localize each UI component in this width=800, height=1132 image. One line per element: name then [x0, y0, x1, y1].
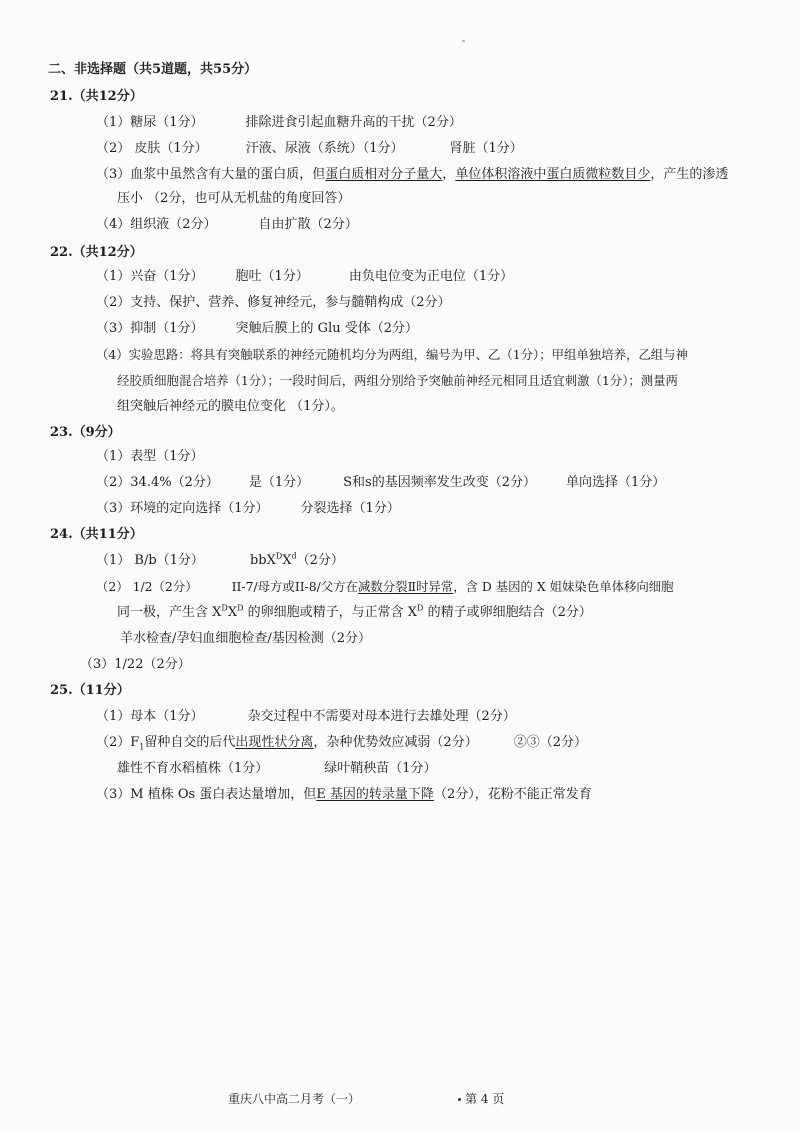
q24-l2-sup3: D: [417, 603, 424, 613]
q24-part3: （3）1/22（2分）: [80, 657, 191, 672]
q21-part1: [96, 114, 462, 132]
q24-l2-mid: X: [227, 605, 238, 620]
q23-part2: [96, 474, 665, 492]
q25-part1: [96, 708, 516, 726]
q24-genotype-post: （2分）: [296, 553, 344, 568]
q23-p2-a: （2）34.4%（2分）: [96, 475, 219, 490]
q22-p3-b: 突触后膜上的 Glu 受体（2分）: [235, 321, 418, 336]
scan-speck: [462, 40, 465, 42]
q25-p3-post: （2分），花粉不能正常发育: [433, 787, 592, 802]
q25-p2-c: ②③（2分）: [513, 735, 587, 750]
q24-l2-pre: 同一极，产生含 X: [117, 605, 222, 620]
q21-p4-a: （4）组织液（2分）: [96, 217, 217, 232]
q23-header: 23.（9分）: [50, 425, 121, 440]
q25-p2-mid: 留种自交的后代: [144, 735, 236, 750]
q21-p3-tail: ，产生的渗透: [650, 167, 729, 182]
q25-p1-a: （1）母本（1分）: [96, 709, 204, 724]
q24-part2-line1: [96, 578, 674, 596]
q24-p2-post: ，含 D 基因的 X 姐妹染色单体移向细胞: [453, 579, 674, 594]
q21-p2-c: 肾脏（1分）: [449, 141, 523, 156]
q21-p3-lead: （3）血浆中虽然含有大量的蛋白质，但: [96, 167, 326, 182]
q21-part2: [96, 140, 523, 158]
q22-p1-a: （1）兴奋（1分）: [96, 269, 204, 284]
bullet-dot: [458, 1098, 461, 1101]
q25-part3: [96, 786, 592, 804]
q24-genotype-mid: X: [282, 553, 292, 568]
q22-part4-line2: 经胶质细胞混合培养（1分）；一段时间后，两组分别给予突触前神经元相同且适宜刺激（1分）；测量两: [117, 373, 678, 388]
q24-l2-end: 的精子或卵细胞结合（2分）: [423, 605, 592, 620]
q25-p2-l2-b: 绿叶鞘秧苗（1分）: [324, 761, 437, 776]
q21-p4-b: 自由扩散（2分）: [258, 217, 358, 232]
footer-page-number: [458, 1090, 504, 1108]
q21-p2-b: 汗液、尿液（系统）（1分）: [245, 141, 404, 156]
page-number-text: 第 4 页: [465, 1092, 505, 1106]
q22-part2: （2）支持、保护、营养、修复神经元，参与髓鞘构成（2分）: [96, 295, 451, 310]
q25-p2-underline: 出现性状分离: [235, 735, 314, 750]
q24-part1: [96, 552, 344, 570]
q21-part4: [96, 216, 358, 234]
q24-part2-line2: [117, 604, 592, 622]
q25-part2-line2: [117, 760, 437, 778]
q23-p2-d: 单向选择（1分）: [565, 475, 666, 490]
q21-p1-reason: 排除进食引起血糖升高的干扰（2分）: [245, 115, 462, 130]
q25-p2-post: ，杂种优势效应减弱（2分）: [313, 735, 478, 750]
q22-part3: [96, 320, 418, 338]
q24-p2-a: （2） 1/2（2分）: [96, 579, 198, 594]
q25-p2-pre: （2）F: [96, 735, 140, 750]
q24-p2-underline: 减数分裂Ⅱ时异常: [358, 579, 454, 594]
q24-l2-sup2: D: [237, 603, 244, 613]
q23-p2-c: S和s的基因频率发生改变（2分）: [343, 475, 536, 490]
q22-p1-b: 胞吐（1分）: [235, 269, 309, 284]
q23-part3: [96, 500, 400, 518]
q21-part3-cont: 压小 （2分，也可从无机盐的角度回答）: [117, 191, 351, 206]
q21-p3-underline-2: 单位体积溶液中蛋白质微粒数目少: [455, 167, 651, 182]
q25-p3-pre: （3）M 植株 Os 蛋白表达量增加，但: [96, 787, 317, 802]
q25-p2-sub: 1: [139, 742, 145, 752]
q22-part4-line3: 组突触后神经元的膜电位变化 （1分）。: [117, 399, 344, 414]
q21-part3: [96, 166, 728, 184]
q24-genotype-sup2: d: [291, 551, 297, 561]
q24-genotype-pre: bbX: [249, 553, 276, 568]
q24-header: 24.（共11分）: [50, 527, 143, 542]
footer-school: 重庆八中高二月考（一）: [228, 1092, 361, 1106]
q25-p3-underline: E 基因的转录量下降: [316, 787, 434, 802]
q25-header: 25.（11分）: [50, 683, 130, 698]
q24-part2-line3: 羊水检查/孕妇血细胞检查/基因检测（2分）: [120, 631, 372, 646]
q23-p3-b: 分裂选择（1分）: [300, 501, 400, 516]
q21-p1-answer: （1）糖尿（1分）: [96, 115, 204, 130]
q23-part1: （1）表型（1分）: [96, 449, 204, 464]
q24-l2-sup1: D: [221, 603, 228, 613]
q22-header: 22.（共12分）: [50, 245, 143, 260]
q22-part1: [96, 268, 513, 286]
q22-part4-line1: （4）实验思路：将具有突触联系的神经元随机均分为两组，编号为甲、乙（1分）；甲组单独培养，乙组与神: [96, 347, 688, 362]
q25-part2-line1: [96, 734, 587, 752]
q24-l2-post: 的卵细胞或精子，与正常含 X: [243, 605, 418, 620]
q22-p1-c: 由负电位变为正电位（1分）: [348, 269, 514, 284]
q23-p2-b: 是（1分）: [248, 475, 310, 490]
q21-p3-comma: ，: [442, 167, 456, 182]
q21-header: 21.（共12分）: [50, 89, 143, 104]
q24-p1-genotype: [250, 553, 344, 568]
q21-p2-a: （2） 皮肤（1分）: [96, 141, 208, 156]
section-title: 二、非选择题（共5道题，共55分）: [48, 62, 258, 77]
q25-p2-l2-a: 雄性不育水稻植株（1分）: [117, 761, 269, 776]
q22-p3-a: （3）抑制（1分）: [96, 321, 204, 336]
q24-p1-a: （1） B/b（1分）: [96, 553, 204, 568]
q24-genotype-sup1: D: [275, 551, 283, 561]
q23-p3-a: （3）环境的定向选择（1分）: [96, 501, 269, 516]
q24-p2-pre: II-7/母方或II-8/父方在: [231, 579, 359, 594]
q25-p1-b: 杂交过程中不需要对母本进行去雄处理（2分）: [247, 709, 516, 724]
q21-p3-underline-1: 蛋白质相对分子量大: [325, 167, 443, 182]
